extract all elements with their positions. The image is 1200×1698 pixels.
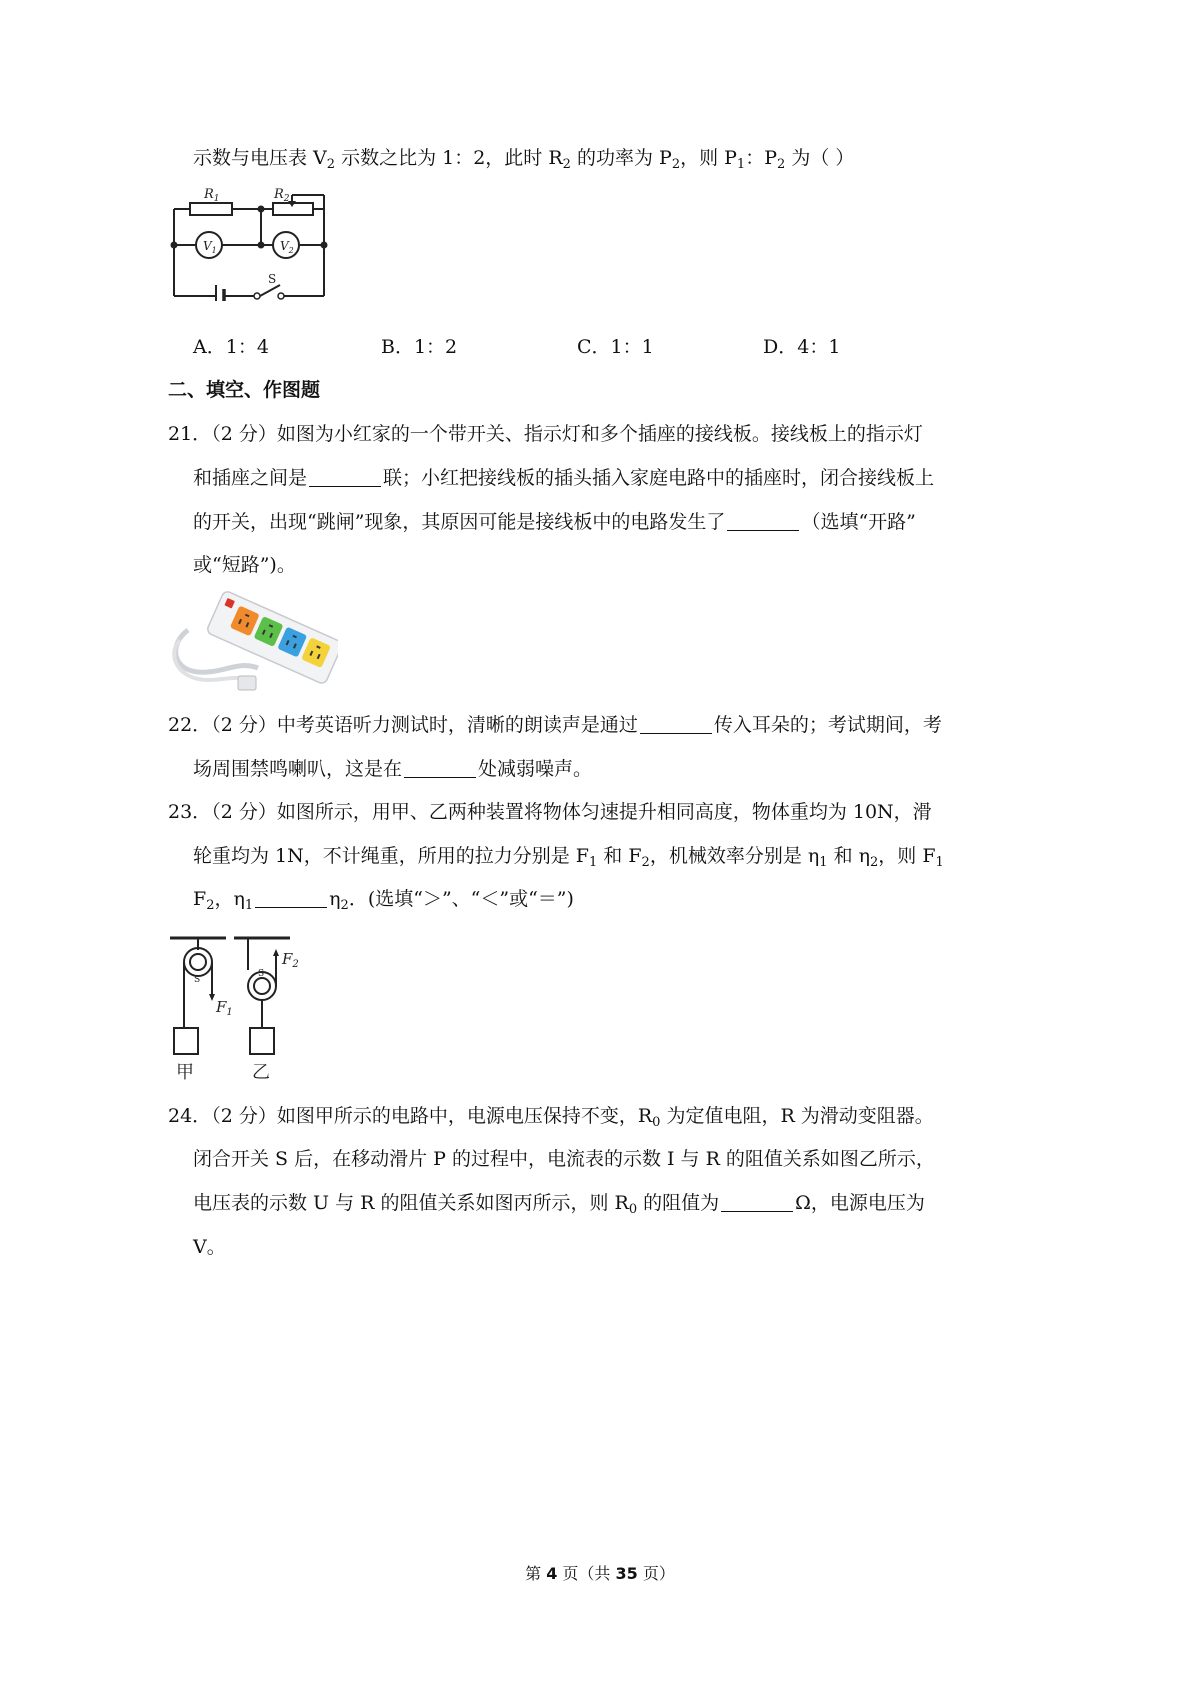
q20-option-b[interactable] [381,335,457,359]
answer-blank[interactable] [309,468,381,487]
option-letter: D． [763,336,798,358]
q23-line-2 [193,844,944,875]
q24-text: 的阻值为 [637,1192,720,1214]
q24-sub: 0 [652,1115,661,1130]
f1-label: F [216,998,227,1016]
f2-label: F [282,950,293,968]
pulley-diagram [168,928,318,1086]
q23-text: （2 分）如图所示，用甲、乙两种装置将物体匀速提升相同高度，物体重均为 10N，滑 [211,801,932,823]
q22-number: 22． [168,714,212,736]
answer-blank[interactable] [640,715,712,734]
answer-blank[interactable] [721,1193,793,1212]
answer-blank[interactable] [404,759,476,778]
q23-sub: 2 [340,898,349,913]
q24-number: 24． [168,1105,212,1127]
footer-text: 第 [525,1564,547,1583]
option-letter: C． [577,336,611,358]
weight-yi [250,1028,274,1054]
q21-line-3 [193,510,916,534]
q23-number: 23． [168,801,212,823]
option-text: 1：2 [413,336,458,358]
q23-text: ．(选填“＞”、“＜”或“＝”) [348,888,574,910]
q23-line-1 [168,800,932,824]
r1-resistor [190,203,232,215]
q23-text: F [193,888,207,910]
q20-text-a: 示数与电压表 V [193,147,327,169]
q23-text: ，机械效率分别是 η [649,845,820,867]
q24-line-1 [168,1104,934,1135]
q20-sub: 2 [777,157,786,172]
r2-label: R [274,187,284,202]
q21-text: （2 分）如图为小红家的一个带开关、指示灯和多个插座的接线板。接线板上的指示灯 [211,423,923,445]
q21-line-2 [193,466,934,490]
q24-text: （2 分）如图甲所示的电路中，电源电压保持不变，R [211,1105,653,1127]
svg-text:V2 [280,239,294,255]
label-jia: 甲 [176,1062,194,1083]
page-footer [0,1561,1200,1584]
svg-text:V1 [203,239,217,255]
q22-line-1 [168,713,942,737]
r2-label-sub: 2 [283,194,290,204]
q21-line-4: 或“短路”)。 [193,554,296,576]
option-text: 1：1 [610,336,654,358]
f2-label-sub: 2 [292,959,299,970]
power-strip-image [168,590,338,696]
q20-sub: 2 [671,157,681,172]
q24-text: 为定值电阻，R 为滑动变阻器。 [660,1105,934,1127]
svg-text:R2 [273,187,290,204]
q22-line-2 [193,757,592,781]
q24-line-3 [193,1191,925,1222]
q23-sub: 1 [244,898,254,913]
q20-text-d: ，则 P [680,147,737,169]
page-number: 4 [546,1564,558,1583]
q20-sub: 1 [736,157,746,172]
q20-sub: 2 [326,157,336,172]
q23-line-3 [193,887,574,918]
v1-label: V [203,239,212,253]
q21-number: 21． [168,423,212,445]
q20-sub: 2 [562,157,571,172]
v2-label: V [280,239,289,253]
q23-sub: 1 [935,855,944,870]
q20-text-b: 示数之比为 1：2，此时 R [335,147,563,169]
q21-line-1 [168,422,923,446]
option-letter: A． [193,336,226,358]
q22-text: 传入耳朵的；考试期间，考 [713,714,942,736]
v1-label-sub: 1 [211,246,217,255]
q23-sub: 2 [870,855,879,870]
q20-option-d[interactable] [763,335,840,359]
q22-text: 场周围禁鸣喇叭，这是在 [193,758,403,780]
fixed-pulley [184,948,212,976]
q20-text-line [193,146,854,177]
q24-sub: 0 [628,1202,638,1217]
q24-line-2: 闭合开关 S 后，在移动滑片 P 的过程中，电流表的示数 I 与 R 的阻值关系如图乙所示， [193,1148,935,1170]
pulley-s-label: S [194,975,201,985]
q21-text: 和插座之间是 [193,467,308,489]
q22-text: 处减弱噪声。 [478,758,593,780]
footer-text: 页（共 [557,1564,616,1583]
q20-circuit-diagram [168,183,336,301]
q23-sub: 1 [819,855,828,870]
switch-label: S [268,272,277,286]
pulley-s-label: S [258,969,265,979]
q23-text: 和 F [597,845,642,867]
q23-sub: 2 [641,855,650,870]
svg-text:F1 [215,998,233,1018]
q20-option-a[interactable] [193,335,269,359]
q23-sub: 2 [206,898,215,913]
q20-text-f: 为（ ） [785,147,855,169]
q23-sub: 1 [588,855,598,870]
q20-text-e: ：P [745,147,777,169]
label-yi: 乙 [252,1062,270,1083]
answer-blank[interactable] [727,512,799,531]
q20-option-c[interactable] [577,335,654,359]
q24-text: 电压表的示数 U 与 R 的阻值关系如图丙所示，则 R [193,1192,629,1214]
v2-label-sub: 2 [288,246,294,255]
weight-jia [174,1028,198,1054]
r1-label: R [204,187,214,202]
q21-text: （选填“开路” [801,511,916,533]
svg-text:F2 [281,950,299,970]
f1-label-sub: 1 [226,1007,233,1018]
footer-text: 页） [637,1564,675,1583]
q23-text: η [329,888,341,910]
q21-text: 的开关，出现“跳闸”现象，其原因可能是接线板中的电路发生了 [193,511,726,533]
q24-line-4: V。 [193,1236,226,1258]
q23-text: ，则 F [878,845,936,867]
option-text: 1：4 [225,336,269,358]
q24-text: Ω，电源电压为 [795,1192,925,1214]
section-heading: 二、填空、作图题 [168,379,321,401]
page-total: 35 [615,1564,638,1583]
q21-text: 联；小红把接线板的插头插入家庭电路中的插座时，闭合接线板上 [383,467,935,489]
q22-text: （2 分）中考英语听力测试时，清晰的朗读声是通过 [211,714,638,736]
q23-text: ，η [214,888,245,910]
q23-text: 和 η [827,845,870,867]
q20-text-c: 的功率为 P [570,147,672,169]
r1-label-sub: 1 [213,194,220,204]
answer-blank[interactable] [255,889,327,908]
q23-text: 轮重均为 1N，不计绳重，所用的拉力分别是 F [193,845,589,867]
option-text: 4：1 [797,336,841,358]
option-letter: B． [381,336,414,358]
svg-text:R1 [203,187,220,204]
